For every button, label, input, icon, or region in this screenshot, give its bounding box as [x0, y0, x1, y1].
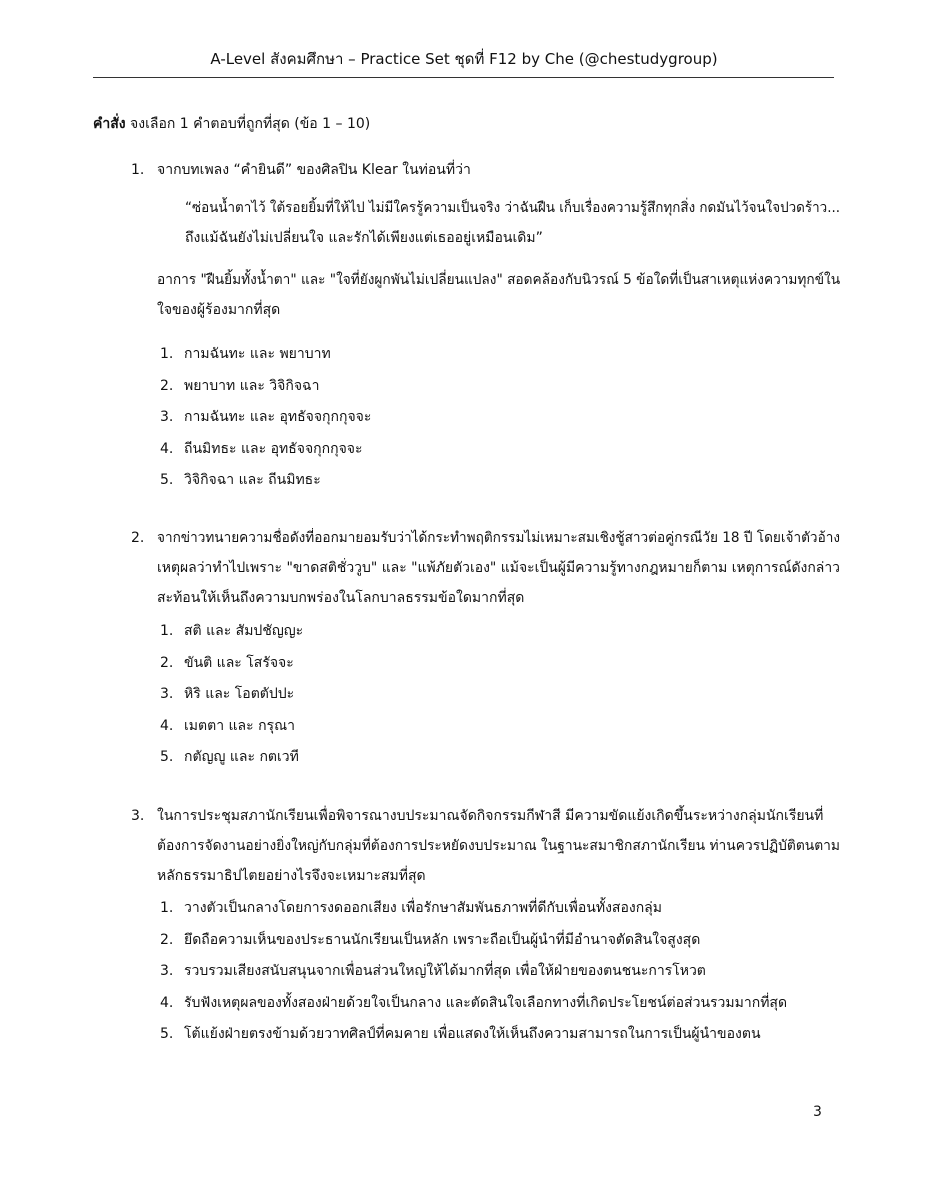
quote-line: “ซ่อนน้ำตาไว้ ใต้รอยยิ้มที่ให้ไป ไม่มีใครรู้ความเป็นจริง ว่าฉันฝืน เก็บเรื่องความรู้สึกทุกสิ่ง กดมันไว้จนใจปวดร้าว... [185, 200, 841, 216]
question-line: ใจของผู้ร้องมากที่สุด [157, 302, 281, 318]
choice-text: ถีนมิทธะ และ อุทธัจจกุกกุจจะ [184, 440, 363, 457]
quote-line: ถึงแม้ฉันยังไม่เปลี่ยนใจ และรักได้เพียงแต่เธออยู่เหมือนเดิม” [185, 230, 543, 246]
choice-number: 2. [160, 931, 174, 948]
choice-text: สติ และ สัมปชัญญะ [184, 623, 304, 639]
choice-text: โต้แย้งฝ่ายตรงข้ามด้วยวาทศิลป์ที่คมคาย เพื่อแสดงให้เห็นถึงความสามารถในการเป็นผู้นำของตน [184, 1026, 761, 1042]
header-rule [93, 77, 834, 78]
choice-text: รวบรวมเสียงสนับสนุนจากเพื่อนส่วนใหญ่ให้ได้มากที่สุด เพื่อให้ฝ่ายของตนชนะการโหวต [184, 963, 706, 979]
question-number: 2. [131, 530, 145, 546]
choice-text: ขันติ และ โสรัจจะ [184, 654, 294, 671]
choice-number: 1. [160, 900, 174, 916]
choice-text: กตัญญู และ กตเวที [184, 749, 299, 765]
question-number: 1. [131, 162, 145, 178]
choice-number: 5. [160, 472, 174, 488]
choice-text: รับฟังเหตุผลของทั้งสองฝ่ายด้วยใจเป็นกลาง และตัดสินใจเลือกทางที่เกิดประโยชน์ต่อส่วนรวมมากที่สุด [184, 994, 788, 1011]
choice-text: วิจิกิจฉา และ ถีนมิทธะ [184, 472, 321, 488]
choice-number: 3. [160, 409, 174, 425]
question-number: 3. [131, 808, 145, 824]
question-prompt: จากบทเพลง “คำยินดี” ของศิลปิน Klear ในท่อนที่ว่า [157, 162, 471, 178]
choice-text: หิริ และ โอตตัปปะ [184, 686, 295, 702]
choice-number: 2. [160, 654, 174, 671]
choice-number: 1. [160, 346, 174, 362]
choice-text: กามฉันทะ และ อุทธัจจกุกกุจจะ [184, 409, 372, 425]
question-line: จากข่าวทนายความชื่อดังที่ออกมายอมรับว่าได้กระทำพฤติกรรมไม่เหมาะสมเชิงชู้สาวต่อคู่กรณีวัย 18 ปี โดยเจ้าตัวอ้าง [157, 530, 840, 546]
choice-number: 4. [160, 717, 174, 734]
question-line: ต้องการจัดงานอย่างยิ่งใหญ่กับกลุ่มที่ต้องการประหยัดงบประมาณ ในฐานะสมาชิกสภานักเรียน ท่านควรปฏิบัติตนตาม [157, 838, 841, 854]
choice-text: กามฉันทะ และ พยาบาท [184, 346, 331, 362]
instruction-text: จงเลือก 1 คำตอบที่ถูกที่สุด (ข้อ 1 – 10) [125, 116, 371, 132]
choice-number: 3. [160, 963, 174, 979]
choice-number: 4. [160, 440, 174, 457]
page-number: 3 [813, 1104, 822, 1120]
question-line: ในการประชุมสภานักเรียนเพื่อพิจารณางบประมาณจัดกิจกรรมกีฬาสี มีความขัดแย้งเกิดขึ้นระหว่างกลุ่มนักเรียนที่ [157, 808, 824, 824]
instruction-label: คำสั่ง [93, 116, 126, 132]
choice-text: พยาบาท และ วิจิกิจฉา [184, 377, 320, 394]
page-header: A-Level สังคมศึกษา – Practice Set ชุดที่ F12 by Che (@chestudygroup) [210, 50, 718, 68]
choice-text: ยึดถือความเห็นของประธานนักเรียนเป็นหลัก เพราะถือเป็นผู้นำที่มีอำนาจตัดสินใจสูงสุด [184, 931, 701, 948]
question-line: หลักธรรมาธิปไตยอย่างไรจึงจะเหมาะสมที่สุด [157, 868, 426, 884]
choice-number: 5. [160, 749, 174, 765]
choice-number: 2. [160, 377, 174, 394]
question-line: เหตุผลว่าทำไปเพราะ "ขาดสติชั่ววูบ" และ "แพ้ภัยตัวเอง" แม้จะเป็นผู้มีความรู้ทางกฎหมายก็ตาม เหตุการณ์ดังกล่าว [157, 560, 840, 576]
choice-text: เมตตา และ กรุณา [184, 717, 295, 734]
choice-number: 5. [160, 1026, 174, 1042]
choice-number: 3. [160, 686, 174, 702]
question-line: สะท้อนให้เห็นถึงความบกพร่องในโลกบาลธรรมข้อใดมากที่สุด [157, 590, 525, 606]
choice-text: วางตัวเป็นกลางโดยการงดออกเสียง เพื่อรักษาสัมพันธภาพที่ดีกับเพื่อนทั้งสองกลุ่ม [184, 900, 662, 916]
instruction [93, 113, 370, 135]
question-line: อาการ "ฝืนยิ้มทั้งน้ำตา" และ "ใจที่ยังผูกพันไม่เปลี่ยนแปลง" สอดคล้องกับนิวรณ์ 5 ข้อใดที่เป็นสาเหตุแห่งความทุกข์ใน [157, 272, 841, 288]
choice-number: 4. [160, 994, 174, 1011]
choice-number: 1. [160, 623, 174, 639]
